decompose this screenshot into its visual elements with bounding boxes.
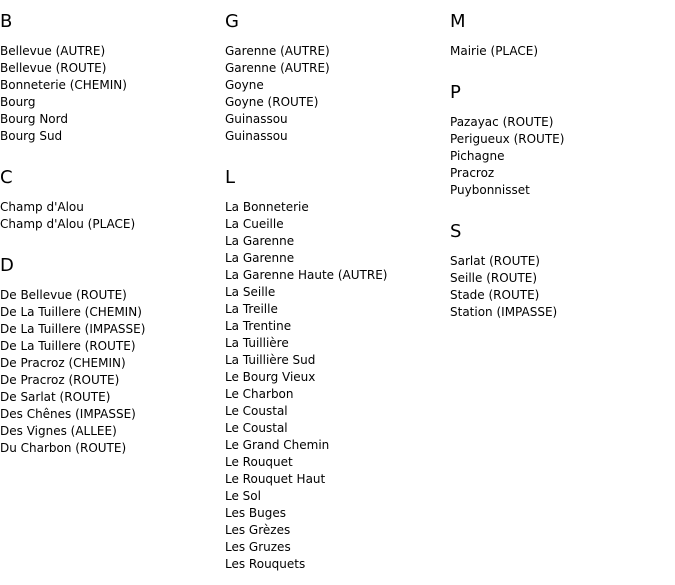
street-link[interactable]: Bourg [0, 95, 36, 109]
street-link[interactable]: Le Rouquet [225, 455, 293, 469]
street-link[interactable]: De Bellevue (ROUTE) [0, 288, 127, 302]
street-list [0, 199, 225, 233]
street-link[interactable]: Seille (ROUTE) [450, 271, 538, 285]
street-link[interactable]: Garenne (AUTRE) [225, 61, 330, 75]
street-link[interactable]: Bourg Sud [0, 129, 63, 143]
street-list [0, 43, 225, 145]
street-link[interactable]: La Trentine [225, 319, 292, 333]
letter-section [225, 11, 450, 145]
street-list [450, 114, 675, 199]
street-link[interactable]: Bourg Nord [0, 112, 68, 126]
street-link[interactable]: De Sarlat (ROUTE) [0, 390, 111, 404]
street-link[interactable]: La Tuillière [225, 336, 289, 350]
street-link[interactable]: Les Buges [225, 506, 287, 520]
letter-section [0, 11, 225, 145]
street-link[interactable]: Le Coustal [225, 421, 288, 435]
street-link[interactable]: La Garenne Haute (AUTRE) [225, 268, 388, 282]
street-link[interactable]: De Pracroz (CHEMIN) [0, 356, 126, 370]
street-link[interactable]: Bellevue (AUTRE) [0, 44, 106, 58]
street-link[interactable]: Sarlat (ROUTE) [450, 254, 540, 268]
street-link[interactable]: Stade (ROUTE) [450, 288, 540, 302]
street-link[interactable]: La Tuillière Sud [225, 353, 316, 367]
street-link[interactable]: Bonneterie (CHEMIN) [0, 78, 127, 92]
index-column [450, 11, 675, 321]
street-link[interactable]: Les Rouquets [225, 557, 306, 571]
street-link[interactable]: Guinassou [225, 112, 288, 126]
street-link[interactable]: La Bonneterie [225, 200, 309, 214]
street-link[interactable]: Le Rouquet Haut [225, 472, 326, 486]
street-link[interactable]: La Cueille [225, 217, 284, 231]
street-list [450, 253, 675, 321]
street-link[interactable]: Garenne (AUTRE) [225, 44, 330, 58]
street-link[interactable]: Les Gruzes [225, 540, 291, 554]
street-link[interactable]: Mairie (PLACE) [450, 44, 539, 58]
section-letter-heading: M [450, 11, 466, 32]
street-link[interactable]: Des Vignes (ALLEE) [0, 424, 117, 438]
street-link[interactable]: Guinassou [225, 129, 288, 143]
street-link[interactable]: Le Coustal [225, 404, 288, 418]
section-letter-heading: P [450, 82, 461, 103]
street-link[interactable]: Perigueux (ROUTE) [450, 132, 565, 146]
index-column [225, 11, 450, 573]
section-letter-heading: B [0, 11, 13, 32]
street-link[interactable]: Bellevue (ROUTE) [0, 61, 107, 75]
section-letter-heading: C [0, 167, 13, 188]
index-column [0, 11, 225, 457]
street-link[interactable]: Le Charbon [225, 387, 294, 401]
street-link[interactable]: Du Charbon (ROUTE) [0, 441, 127, 455]
letter-section [450, 11, 675, 60]
letter-section [0, 255, 225, 457]
street-link[interactable]: Le Grand Chemin [225, 438, 330, 452]
street-link[interactable]: Pazayac (ROUTE) [450, 115, 554, 129]
street-link[interactable]: Champ d'Alou (PLACE) [0, 217, 136, 231]
street-link[interactable]: La Garenne [225, 251, 295, 265]
street-list [450, 43, 675, 60]
street-link[interactable]: Le Bourg Vieux [225, 370, 316, 384]
street-list [225, 43, 450, 145]
letter-section [0, 167, 225, 233]
street-link[interactable]: Pichagne [450, 149, 505, 163]
street-link[interactable]: La Seille [225, 285, 276, 299]
street-link[interactable]: Des Chênes (IMPASSE) [0, 407, 136, 421]
street-link[interactable]: La Treille [225, 302, 278, 316]
street-link[interactable]: Station (IMPASSE) [450, 305, 558, 319]
section-letter-heading: G [225, 11, 239, 32]
street-link[interactable]: Puybonnisset [450, 183, 530, 197]
section-letter-heading: S [450, 221, 462, 242]
street-link[interactable]: De La Tuillere (ROUTE) [0, 339, 136, 353]
letter-section [450, 82, 675, 199]
street-list [225, 199, 450, 573]
street-link[interactable]: Les Grèzes [225, 523, 291, 537]
street-link[interactable]: De La Tuillere (IMPASSE) [0, 322, 146, 336]
street-list [0, 287, 225, 457]
street-link[interactable]: Goyne [225, 78, 264, 92]
letter-section [450, 221, 675, 321]
street-link[interactable]: Pracroz [450, 166, 495, 180]
street-link[interactable]: De La Tuillere (CHEMIN) [0, 305, 142, 319]
street-link[interactable]: Le Sol [225, 489, 261, 503]
letter-section [225, 167, 450, 573]
section-letter-heading: L [225, 167, 236, 188]
street-link[interactable]: De Pracroz (ROUTE) [0, 373, 120, 387]
street-link[interactable]: La Garenne [225, 234, 295, 248]
street-link[interactable]: Goyne (ROUTE) [225, 95, 319, 109]
street-link[interactable]: Champ d'Alou [0, 200, 84, 214]
section-letter-heading: D [0, 255, 14, 276]
